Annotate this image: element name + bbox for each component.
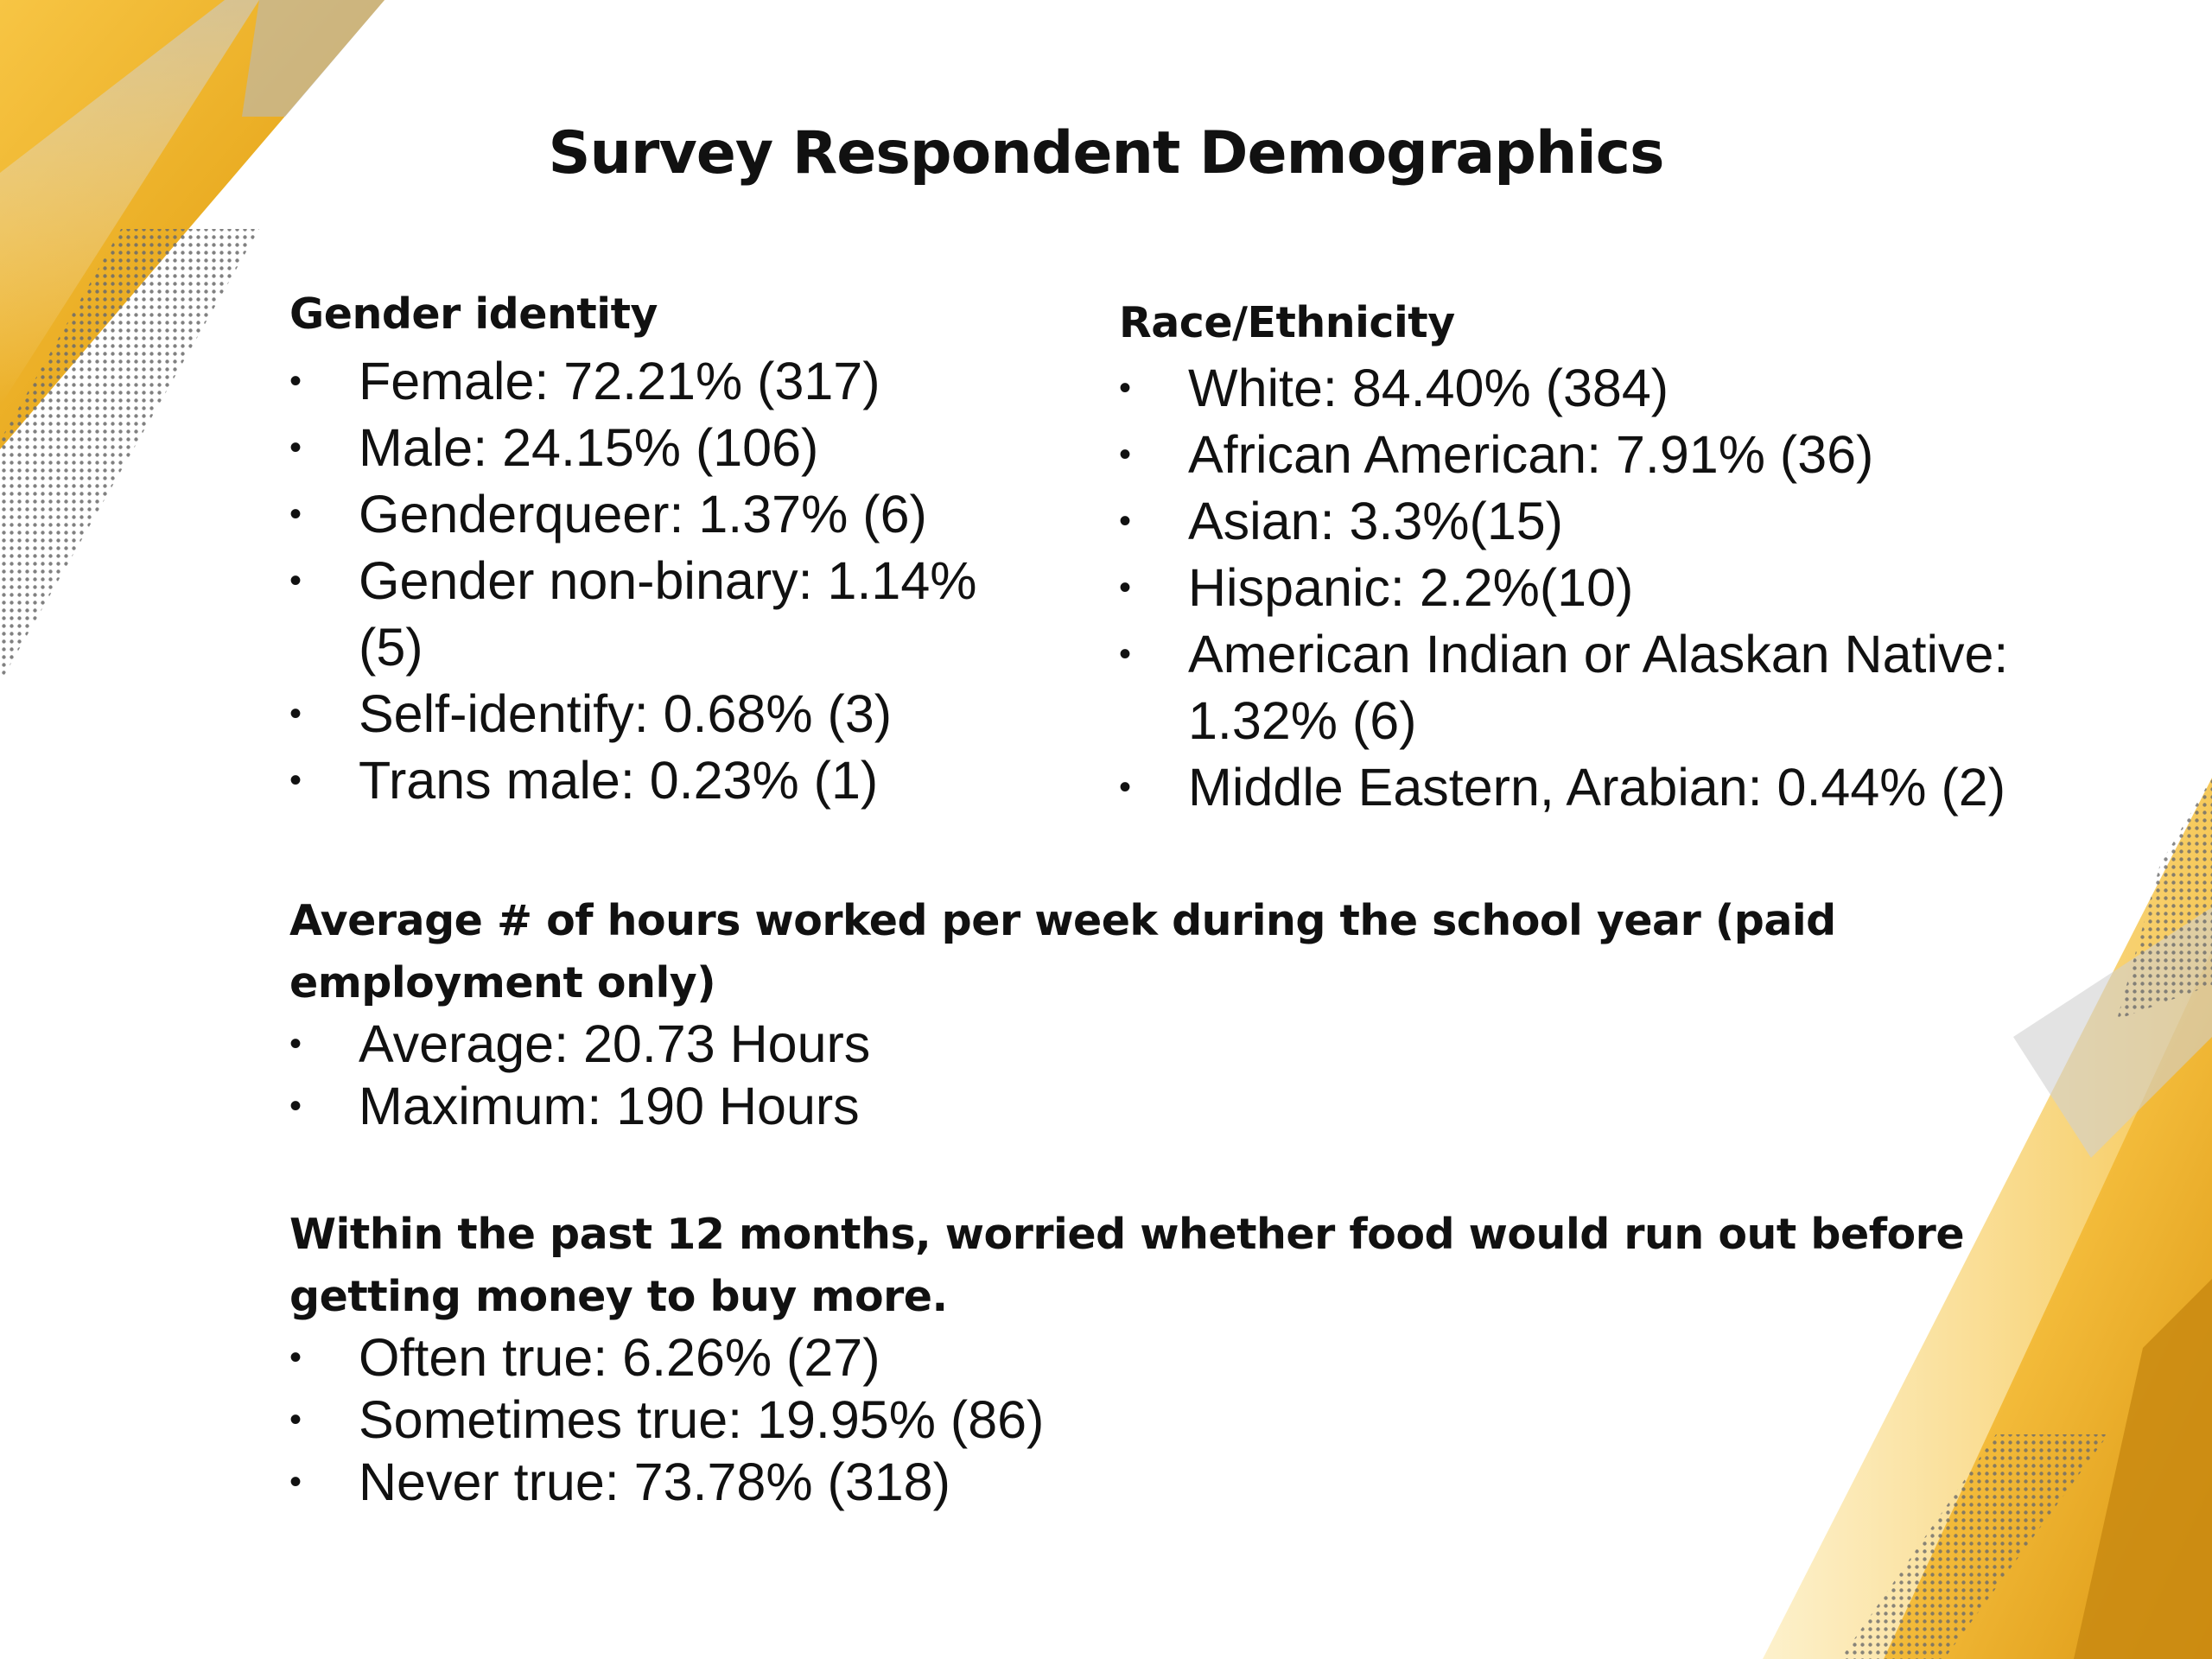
list-item: • Hispanic: 2.2%(10) xyxy=(1119,555,2095,621)
list-item: • Trans male: 0.23% (1) xyxy=(289,747,1050,814)
gender-heading: Gender identity xyxy=(289,289,658,339)
hours-list xyxy=(289,1013,1845,1137)
list-item: • Middle Eastern, Arabian: 0.44% (2) xyxy=(1119,754,2095,821)
list-item: • Gender non-binary: 1.14% (5) xyxy=(289,548,1050,681)
list-item: • Maximum: 190 Hours xyxy=(289,1075,1845,1137)
food-list xyxy=(289,1326,1845,1513)
list-item: • Self-identify: 0.68% (3) xyxy=(289,681,1050,747)
list-item: • Female: 72.21% (317) xyxy=(289,348,1050,415)
list-item: • Sometimes true: 19.95% (86) xyxy=(289,1389,1845,1451)
list-item: • African American: 7.91% (36) xyxy=(1119,422,2095,488)
list-item: • Often true: 6.26% (27) xyxy=(289,1326,1845,1389)
list-item: • Asian: 3.3%(15) xyxy=(1119,488,2095,555)
list-item: • Average: 20.73 Hours xyxy=(289,1013,1845,1075)
list-item: • Never true: 73.78% (318) xyxy=(289,1451,1845,1513)
gender-list xyxy=(289,348,1050,814)
list-item: • American Indian or Alaskan Native: 1.32% (6) xyxy=(1119,621,2095,754)
hours-heading: Average # of hours worked per week during the school year (paid employment only) xyxy=(289,896,1836,1007)
list-item: • White: 84.40% (384) xyxy=(1119,355,2095,422)
slide-title: Survey Respondent Demographics xyxy=(548,119,1664,188)
race-list xyxy=(1119,355,2095,821)
food-heading: Within the past 12 months, worried whether food would run out before getting money to buy more. xyxy=(289,1210,1965,1321)
race-heading: Race/Ethnicity xyxy=(1119,298,1455,347)
list-item: • Male: 24.15% (106) xyxy=(289,415,1050,481)
list-item: • Genderqueer: 1.37% (6) xyxy=(289,481,1050,548)
